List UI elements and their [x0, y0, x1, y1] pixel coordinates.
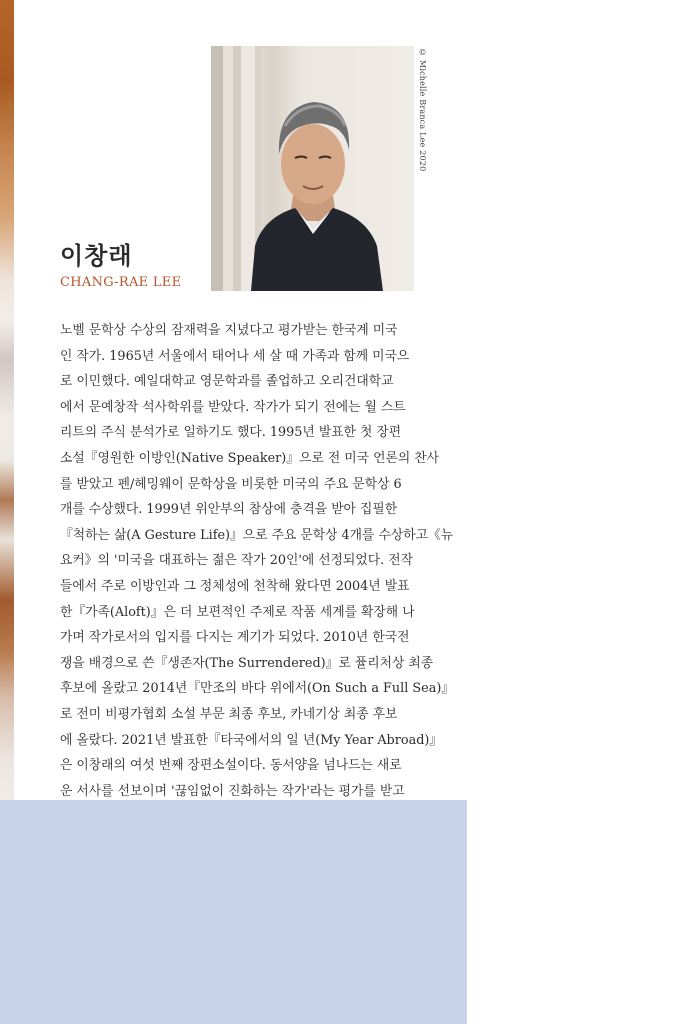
- bio-line: 로 이민했다. 예일대학교 영문학과를 졸업하고 오리건대학교: [60, 374, 394, 390]
- blue-background-panel: [0, 800, 467, 1024]
- bio-line: 로 전미 비평가협회 소설 부문 최종 후보, 카네기상 최종 후보: [60, 706, 398, 722]
- bio-line: 리트의 주식 분석가로 일하기도 했다. 1995년 발표한 첫 장편: [60, 425, 402, 441]
- bio-line: 운 서사를 선보이며 '끊임없이 진화하는 작가'라는 평가를 받고: [60, 783, 405, 799]
- bio-line: 노벨 문학상 수상의 잠재력을 지녔다고 평가받는 한국계 미국: [60, 323, 398, 338]
- bio-line: 를 받았고 펜/헤밍웨이 문학상을 비롯한 미국의 주요 문학상 6: [60, 476, 402, 492]
- author-name-english: CHANG-RAE LEE: [60, 275, 182, 290]
- author-biography: [60, 318, 455, 804]
- bio-line: 요커》의 '미국을 대표하는 젊은 작가 20인'에 선정되었다. 전작: [60, 553, 413, 569]
- page-edge-strip: [0, 0, 14, 800]
- bio-line: 후보에 올랐고 2014년『만조의 바다 위에서(On Such a Full Sea)』: [60, 681, 455, 697]
- author-name-korean: 이창래: [60, 241, 133, 270]
- author-photo: [211, 46, 414, 291]
- photo-credit: © Michelle Branca Lee 2020: [418, 48, 427, 172]
- bio-line: 소설『영원한 이방인(Native Speaker)』으로 전 미국 언론의 찬사: [60, 450, 439, 466]
- bio-line: 에서 문예창작 석사학위를 받았다. 작가가 되기 전에는 월 스트: [60, 399, 406, 415]
- bio-line: 쟁을 배경으로 쓴『생존자(The Surrendered)』로 퓰리처상 최종: [60, 655, 434, 671]
- bio-line: 개를 수상했다. 1999년 위안부의 참상에 충격을 받아 집필한: [60, 502, 398, 518]
- bio-line: 인 작가. 1965년 서울에서 태어나 세 살 때 가족과 함께 미국으: [60, 348, 410, 364]
- bio-line: 은 이창래의 여섯 번째 장편소설이다. 동서양을 넘나드는 새로: [60, 758, 402, 774]
- bio-line: 에 올랐다. 2021년 발표한『타국에서의 일 년(My Year Abroad)』: [60, 732, 443, 748]
- bio-line: 가며 작가로서의 입지를 다지는 계기가 되었다. 2010년 한국전: [60, 630, 410, 646]
- bio-line: 『척하는 삶(A Gesture Life)』으로 주요 문학상 4개를 수상하고《뉴: [60, 527, 454, 543]
- bio-line: 들에서 주로 이방인과 그 정체성에 천착해 왔다면 2004년 발표: [60, 578, 410, 594]
- bio-line: 한『가족(Aloft)』은 더 보편적인 주제로 작품 세계를 확장해 나: [60, 604, 415, 620]
